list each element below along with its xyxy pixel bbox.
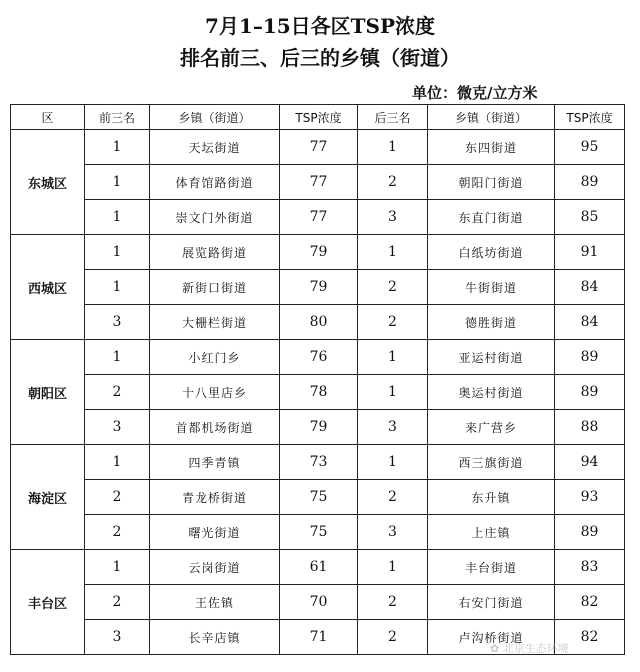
top-rank-cell: 2	[85, 515, 150, 550]
table-row	[11, 235, 625, 270]
table-row	[11, 410, 625, 445]
bottom-value-cell: 94	[555, 445, 625, 480]
top-rank-cell: 1	[85, 130, 150, 165]
bottom-name-cell: 白纸坊街道	[428, 235, 555, 270]
top-value-cell: 78	[280, 375, 358, 410]
top-name-cell: 十八里店乡	[150, 375, 280, 410]
top-name-cell: 青龙桥街道	[150, 480, 280, 515]
bottom-value-cell: 84	[555, 270, 625, 305]
unit-label: 单位：微克/立方米	[412, 84, 538, 102]
top-value-cell: 77	[280, 165, 358, 200]
header-bottom-rank: 后三名	[358, 105, 428, 130]
bottom-rank-cell: 1	[358, 445, 428, 480]
table-row	[11, 165, 625, 200]
top-rank-cell: 2	[85, 375, 150, 410]
top-name-cell: 崇文门外街道	[150, 200, 280, 235]
bottom-name-cell: 卢沟桥街道	[428, 620, 555, 655]
top-value-cell: 76	[280, 340, 358, 375]
bottom-name-cell: 东四街道	[428, 130, 555, 165]
top-value-cell: 79	[280, 410, 358, 445]
district-cell: 丰台区	[11, 550, 85, 655]
bottom-value-cell: 83	[555, 550, 625, 585]
table-row	[11, 375, 625, 410]
district-cell: 东城区	[11, 130, 85, 235]
watermark: ✿ 北京生态环境	[490, 642, 569, 655]
header-bottom-name: 乡镇（街道）	[428, 105, 555, 130]
bottom-name-cell: 来广营乡	[428, 410, 555, 445]
top-name-cell: 小红门乡	[150, 340, 280, 375]
top-value-cell: 79	[280, 270, 358, 305]
title-line-2: 排名前三、后三的乡镇（街道）	[180, 46, 460, 70]
bottom-name-cell: 右安门街道	[428, 585, 555, 620]
top-name-cell: 首都机场街道	[150, 410, 280, 445]
header-bottom-value: TSP浓度	[555, 105, 625, 130]
bottom-value-cell: 82	[555, 620, 625, 655]
table-row	[11, 585, 625, 620]
top-name-cell: 曙光街道	[150, 515, 280, 550]
bottom-rank-cell: 2	[358, 620, 428, 655]
bottom-value-cell: 88	[555, 410, 625, 445]
bottom-name-cell: 丰台街道	[428, 550, 555, 585]
bottom-rank-cell: 2	[358, 480, 428, 515]
bottom-rank-cell: 2	[358, 165, 428, 200]
top-rank-cell: 3	[85, 410, 150, 445]
bottom-rank-cell: 3	[358, 200, 428, 235]
top-rank-cell: 1	[85, 550, 150, 585]
top-value-cell: 79	[280, 235, 358, 270]
bottom-name-cell: 西三旗街道	[428, 445, 555, 480]
table-row	[11, 480, 625, 515]
top-name-cell: 四季青镇	[150, 445, 280, 480]
bottom-name-cell: 牛街街道	[428, 270, 555, 305]
district-cell: 西城区	[11, 235, 85, 340]
bottom-value-cell: 85	[555, 200, 625, 235]
table-row	[11, 200, 625, 235]
top-value-cell: 71	[280, 620, 358, 655]
top-value-cell: 75	[280, 480, 358, 515]
top-name-cell: 体育馆路街道	[150, 165, 280, 200]
bottom-name-cell: 上庄镇	[428, 515, 555, 550]
table-row	[11, 340, 625, 375]
top-value-cell: 70	[280, 585, 358, 620]
bottom-rank-cell: 2	[358, 305, 428, 340]
district-cell: 朝阳区	[11, 340, 85, 445]
bottom-value-cell: 89	[555, 340, 625, 375]
header-row	[11, 105, 625, 130]
top-name-cell: 新街口街道	[150, 270, 280, 305]
bottom-rank-cell: 2	[358, 270, 428, 305]
bottom-value-cell: 91	[555, 235, 625, 270]
top-rank-cell: 1	[85, 445, 150, 480]
table-row	[11, 130, 625, 165]
bottom-name-cell: 德胜街道	[428, 305, 555, 340]
district-cell: 海淀区	[11, 445, 85, 550]
top-rank-cell: 1	[85, 165, 150, 200]
bottom-value-cell: 89	[555, 515, 625, 550]
top-name-cell: 长辛店镇	[150, 620, 280, 655]
bottom-value-cell: 95	[555, 130, 625, 165]
bottom-name-cell: 奥运村街道	[428, 375, 555, 410]
top-rank-cell: 2	[85, 480, 150, 515]
header-district: 区	[11, 105, 85, 130]
header-top-name: 乡镇（街道）	[150, 105, 280, 130]
bottom-value-cell: 89	[555, 165, 625, 200]
table-row	[11, 515, 625, 550]
top-name-cell: 云岗街道	[150, 550, 280, 585]
table-row	[11, 305, 625, 340]
bottom-rank-cell: 3	[358, 410, 428, 445]
top-value-cell: 77	[280, 130, 358, 165]
top-value-cell: 75	[280, 515, 358, 550]
table-row	[11, 550, 625, 585]
header-top-value: TSP浓度	[280, 105, 358, 130]
bottom-name-cell: 朝阳门街道	[428, 165, 555, 200]
bottom-rank-cell: 1	[358, 375, 428, 410]
bottom-value-cell: 82	[555, 585, 625, 620]
bottom-rank-cell: 1	[358, 550, 428, 585]
top-rank-cell: 3	[85, 620, 150, 655]
top-value-cell: 61	[280, 550, 358, 585]
header-top-rank: 前三名	[85, 105, 150, 130]
table-row	[11, 445, 625, 480]
bottom-name-cell: 亚运村街道	[428, 340, 555, 375]
top-name-cell: 展览路街道	[150, 235, 280, 270]
top-name-cell: 天坛街道	[150, 130, 280, 165]
top-rank-cell: 3	[85, 305, 150, 340]
top-name-cell: 王佐镇	[150, 585, 280, 620]
top-value-cell: 77	[280, 200, 358, 235]
top-rank-cell: 1	[85, 270, 150, 305]
table-row	[11, 270, 625, 305]
top-rank-cell: 1	[85, 235, 150, 270]
bottom-name-cell: 东升镇	[428, 480, 555, 515]
top-rank-cell: 1	[85, 340, 150, 375]
bottom-rank-cell: 2	[358, 585, 428, 620]
top-rank-cell: 1	[85, 200, 150, 235]
top-value-cell: 80	[280, 305, 358, 340]
bottom-rank-cell: 1	[358, 340, 428, 375]
top-name-cell: 大栅栏街道	[150, 305, 280, 340]
bottom-rank-cell: 1	[358, 235, 428, 270]
title-line-1: 7月1–15日各区TSP浓度	[204, 14, 436, 38]
bottom-value-cell: 84	[555, 305, 625, 340]
bottom-name-cell: 东直门街道	[428, 200, 555, 235]
bottom-rank-cell: 3	[358, 515, 428, 550]
bottom-value-cell: 89	[555, 375, 625, 410]
top-rank-cell: 2	[85, 585, 150, 620]
bottom-value-cell: 93	[555, 480, 625, 515]
bottom-rank-cell: 1	[358, 130, 428, 165]
tsp-ranking-table	[10, 104, 625, 655]
top-value-cell: 73	[280, 445, 358, 480]
